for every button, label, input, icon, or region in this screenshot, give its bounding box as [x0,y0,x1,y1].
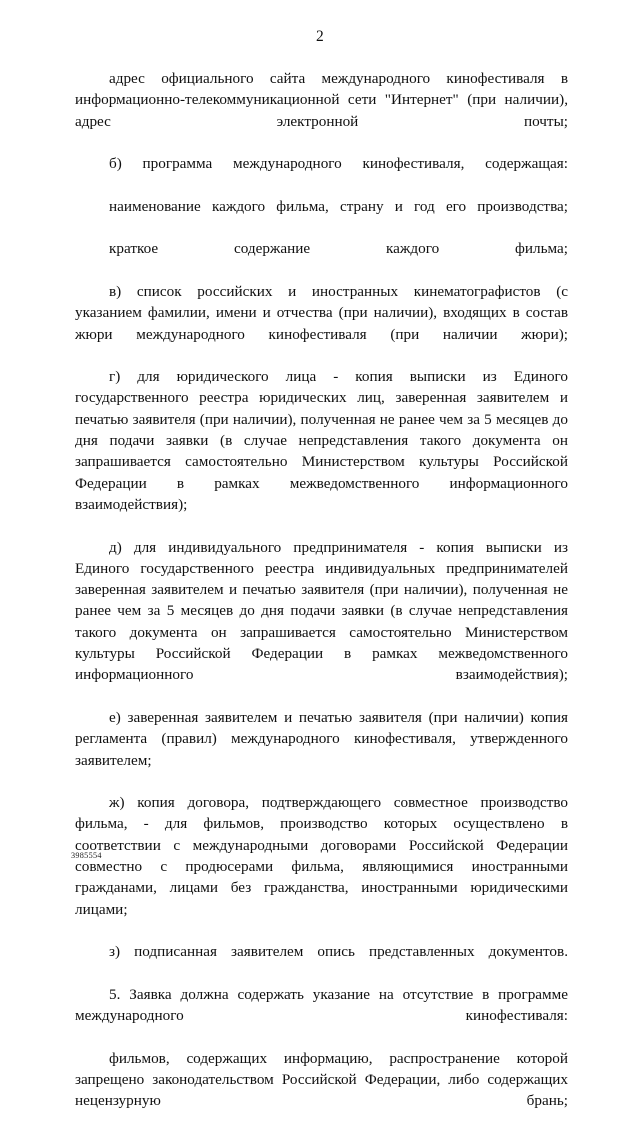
paragraph: в) список российских и иностранных кинематографистов (с указанием фамилии, имени и отчества (при наличии), входящих в состав жюри международного кинофестиваля (при наличии жюри); [75,282,568,343]
document-body [75,68,568,1133]
paragraph: е) заверенная заявителем и печатью заявителя (при наличии) копия регламента (правил) международного кинофестиваля, утвержденного заявителем; [75,708,568,769]
paragraph: б) программа международного кинофестиваля, содержащая: [109,155,568,173]
paragraph: г) для юридического лица - копия выписки из Единого государственного реестра юридических лиц, заверенная заявителем и печатью заявителя (при наличии), полученная не ранее чем за 5 месяцев до дня подачи заявки (в случае непредставления такого документа он запрашивается самостоятельно Министерством культуры Российской Федерации в рамках межведомственного информационного взаимодействия); [75,368,568,513]
paragraph: д) для индивидуального предпринимателя - копия выписки из Единого государственного реестра индивидуальных предпринимателей заверенная заявителем и печатью заявителя (при наличии), полученная не ранее чем за 5 месяцев до дня подачи заявки (в случае непредставления такого документа он запрашивается самостоятельно Министерством культуры Российской Федерации в рамках межведомственного информационного взаимодействия); [75,538,568,684]
paragraph: фильмов, содержащих информацию, распространение которой запрещено законодательством Российской Федерации, либо содержащих нецензурную брань; [75,1049,568,1110]
paragraph: з) подписанная заявителем опись представленных документов. [109,943,568,961]
page-number: 2 [316,28,324,45]
paragraph: адрес официального сайта международного кинофестиваля в информационно-телекоммуникационной сети "Интернет" (при наличии), адрес электронной почты; [75,70,568,130]
footer-document-code: 3985554 [71,851,102,860]
paragraph: краткое содержание каждого фильма; [109,240,568,258]
paragraph: ж) копия договора, подтверждающего совместное производство фильма, - для фильмов, производство которых осуществлено в соответствии с международными договорами Российской Федерации совместно с продюсерами фильма, являющимися иностранными гражданами, лицами без гражданства, иностранными юридическими лицами; [75,794,568,918]
paragraph: наименование каждого фильма, страну и год его производства; [109,197,568,215]
paragraph: 5. Заявка должна содержать указание на отсутствие в программе международного кинофестиваля: [75,985,568,1025]
